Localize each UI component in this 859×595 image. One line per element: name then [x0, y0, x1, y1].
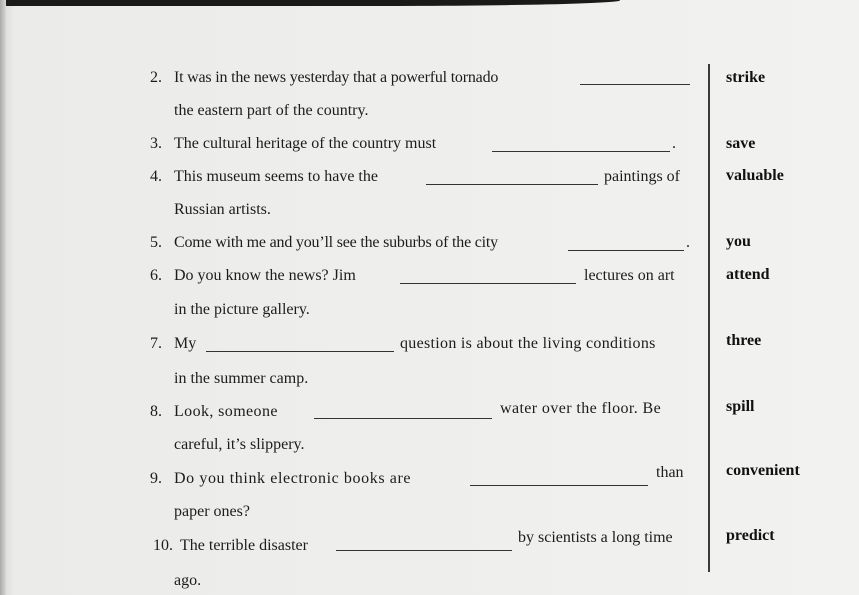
sentence-part: It was in the news yesterday that a powerful tornado: [174, 69, 499, 86]
key-word: convenient: [726, 462, 800, 479]
answer-blank[interactable]: [492, 137, 670, 152]
sentence-part: Look, someone: [174, 403, 278, 420]
sentence-part: by scientists a long time: [518, 529, 673, 546]
answer-blank[interactable]: [470, 471, 648, 486]
sentence-part: This museum seems to have the: [174, 168, 378, 185]
key-word: save: [726, 135, 756, 152]
sentence-part: Do you know the news? Jim: [174, 267, 356, 284]
sentence-continuation: paper ones?: [174, 503, 250, 520]
sentence-part: Come with me and you’ll see the suburbs of the city: [174, 234, 498, 251]
sentence-part: The cultural heritage of the country must: [174, 135, 437, 152]
sentence-part: question is about the living conditions: [400, 335, 656, 352]
sentence-part: than: [656, 464, 684, 481]
column-divider: [708, 64, 710, 572]
key-word: predict: [726, 527, 775, 544]
answer-blank[interactable]: [568, 236, 684, 251]
sentence-part: lectures on art: [584, 267, 675, 284]
sentence-part: water over the floor. Be: [500, 400, 662, 417]
sentence-part: My: [174, 335, 197, 352]
sentence-continuation: in the picture gallery.: [174, 301, 310, 318]
item-number: 2.: [150, 69, 162, 86]
item-number: 7.: [150, 335, 162, 352]
item-number: 8.: [150, 403, 162, 420]
key-word: three: [726, 332, 762, 349]
item-number: 9.: [150, 470, 162, 487]
sentence-continuation: Russian artists.: [174, 201, 271, 218]
item-number: 5.: [150, 234, 162, 251]
sentence-continuation: in the summer camp.: [174, 370, 309, 387]
sentence-part: .: [672, 135, 676, 152]
answer-blank[interactable]: [314, 404, 492, 419]
answer-blank[interactable]: [580, 70, 690, 85]
key-word: valuable: [726, 167, 784, 184]
key-word: attend: [726, 266, 770, 283]
item-number: 10.: [153, 537, 173, 554]
page-top-edge: [0, 0, 620, 6]
answer-blank[interactable]: [206, 337, 394, 352]
answer-blank[interactable]: [400, 269, 576, 284]
answer-blank[interactable]: [336, 536, 512, 551]
page-binding-shadow: [0, 0, 6, 595]
sentence-part: The terrible disaster: [180, 537, 308, 554]
item-number: 4.: [150, 168, 162, 185]
sentence-continuation: careful, it’s slippery.: [174, 436, 305, 453]
sentence-part: .: [686, 234, 690, 251]
key-word: spill: [726, 398, 755, 415]
sentence-part: Do you think electronic books are: [174, 470, 412, 487]
item-number: 3.: [150, 135, 162, 152]
sentence-continuation: ago.: [174, 572, 202, 589]
answer-blank[interactable]: [426, 170, 598, 185]
key-word: you: [726, 233, 751, 250]
item-number: 6.: [150, 267, 162, 284]
key-word: strike: [726, 69, 766, 86]
sentence-continuation: the eastern part of the country.: [174, 102, 369, 119]
sentence-part: paintings of: [604, 168, 680, 185]
